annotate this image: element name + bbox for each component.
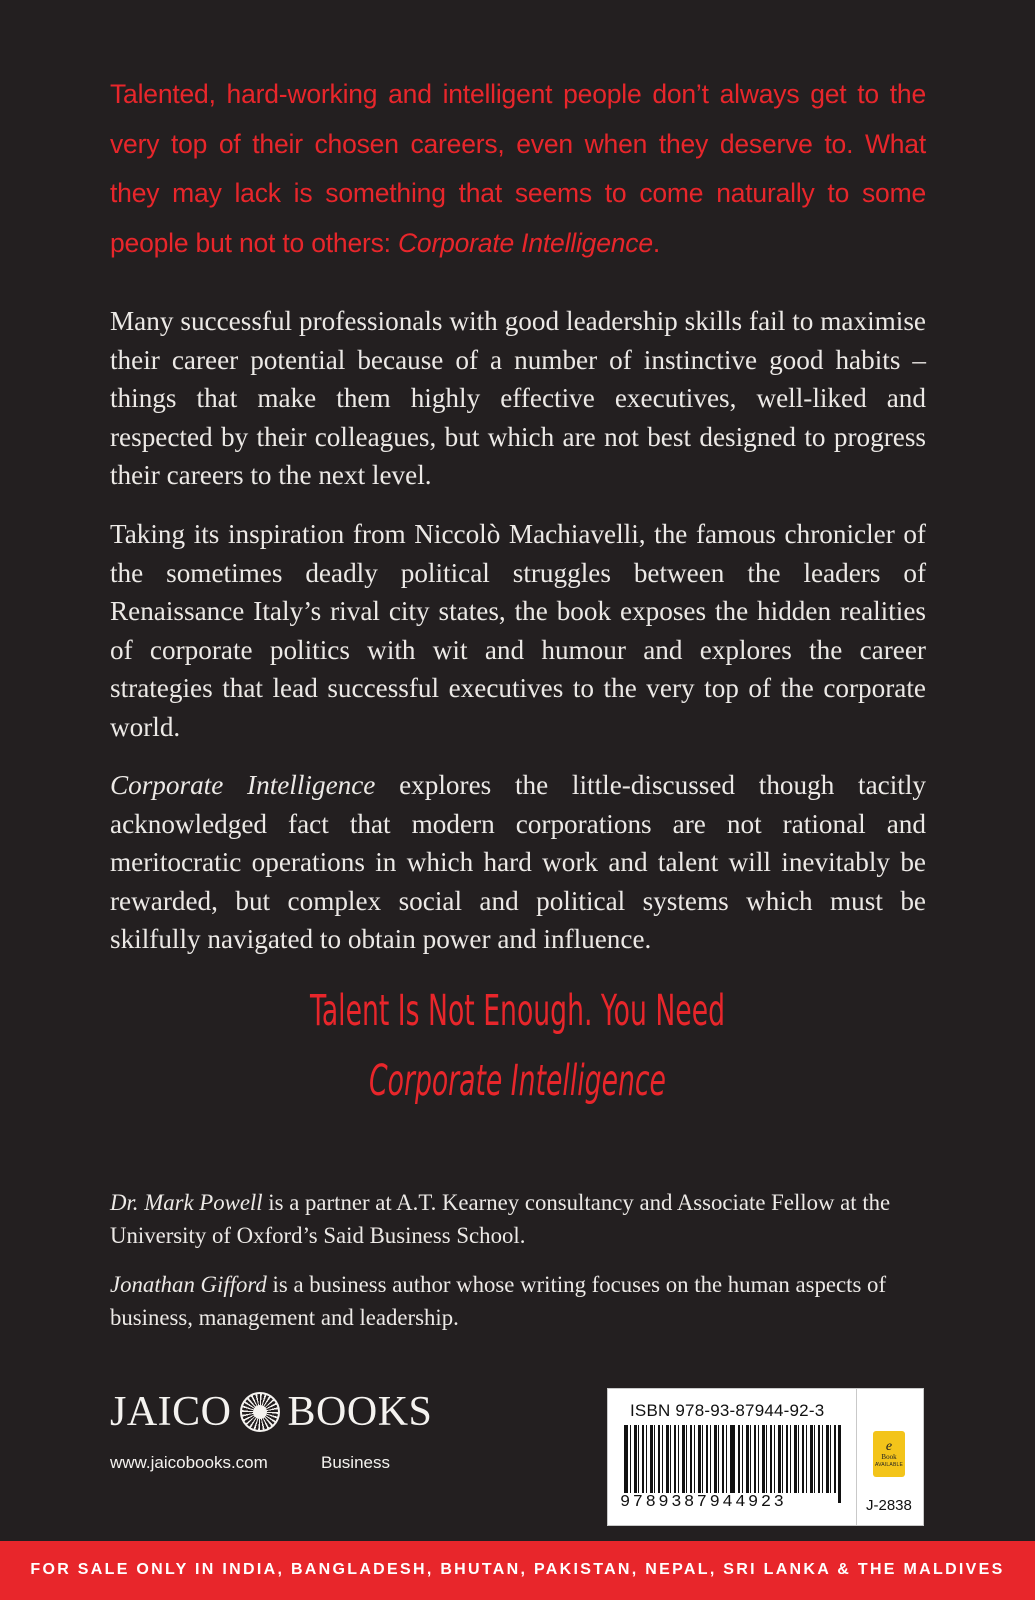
publisher-name-right: BOOKS — [287, 1389, 433, 1435]
sun-emblem-icon — [240, 1392, 280, 1432]
book-title-inline: Corporate Intelligence — [110, 770, 376, 800]
tagline-line-1: Talent Is Not Enough. You Need — [309, 986, 726, 1036]
intro-end: . — [652, 227, 661, 258]
publisher-name-left: JAICO — [110, 1389, 232, 1435]
catalog-code: J-2838 — [866, 1497, 912, 1514]
intro-blurb — [110, 70, 926, 268]
ebook-badge-icon — [873, 1431, 905, 1477]
publisher-logo — [110, 1388, 432, 1436]
description-paragraph-1: Many successful professionals with good leadership skills fail to maximise their career potential because of a number of instinctive good habits – things that make them highly effective executives, well-liked and respected by their colleagues, but which are not best designed to progress their careers to the next level. — [110, 306, 926, 491]
ebook-badge-e: e — [885, 1438, 893, 1454]
barcode-guard-right — [838, 1425, 841, 1503]
author-name-2: Jonathan Gifford — [110, 1272, 267, 1297]
paragraph-3-text: explores the little-discussed though tacitly acknowledged fact that modern corporations are not rational and meritocratic operations in which hard work and talent will inevitably be rewarded, but complex social and political systems which must be skilfully navigated to obtain power and influence. — [110, 770, 926, 955]
isbn-number: ISBN 978-93-87944-92-3 — [630, 1401, 825, 1420]
author-bio-2 — [110, 1268, 926, 1335]
barcode-panel — [607, 1388, 924, 1526]
intro-emphasis: Corporate Intelligence — [397, 227, 653, 258]
sales-restriction-banner: FOR SALE ONLY IN INDIA, BANGLADESH, BHUTAN, PAKISTAN, NEPAL, SRI LANKA & THE MALDIVES — [0, 1541, 1035, 1600]
barcode-guard-center — [732, 1425, 735, 1503]
book-category: Business — [321, 1453, 390, 1472]
barcode-guard-left — [624, 1425, 627, 1503]
author-bio-1 — [110, 1186, 926, 1253]
intro-text: Talented, hard-working and intelligent people don’t always get to the very top of their chosen careers, even when they deserve to. What they may lack is something that seems to come naturally to some people but not to others: — [110, 79, 926, 258]
author-bio-text-1: is a partner at A.T. Kearney consultancy and Associate Fellow at the University of Oxford’s Said Business School. — [110, 1190, 891, 1249]
description-paragraph-2: Taking its inspiration from Niccolò Machiavelli, the famous chronicler of the sometimes deadly political struggles between the leaders of Renaissance Italy’s rival city states, the book exposes the hidden realities of corporate politics with wit and humour and explores the career strategies that lead successful executives to the very top of the corporate world. — [110, 519, 926, 742]
barcode-digits: 9789387944923 — [620, 1493, 787, 1512]
description-paragraph-3 — [110, 766, 926, 959]
ebook-badge-book: Book — [881, 1452, 897, 1461]
author-bio-text-2: is a business author whose writing focuses on the human aspects of business, management and leadership. — [110, 1272, 887, 1331]
ebook-badge-available: AVAILABLE — [874, 1461, 904, 1468]
ebook-column — [856, 1389, 924, 1525]
publisher-website: www.jaicobooks.com — [110, 1453, 268, 1472]
author-name-1: Dr. Mark Powell — [110, 1190, 263, 1215]
tagline-line-2: Corporate Intelligence — [369, 1056, 666, 1106]
